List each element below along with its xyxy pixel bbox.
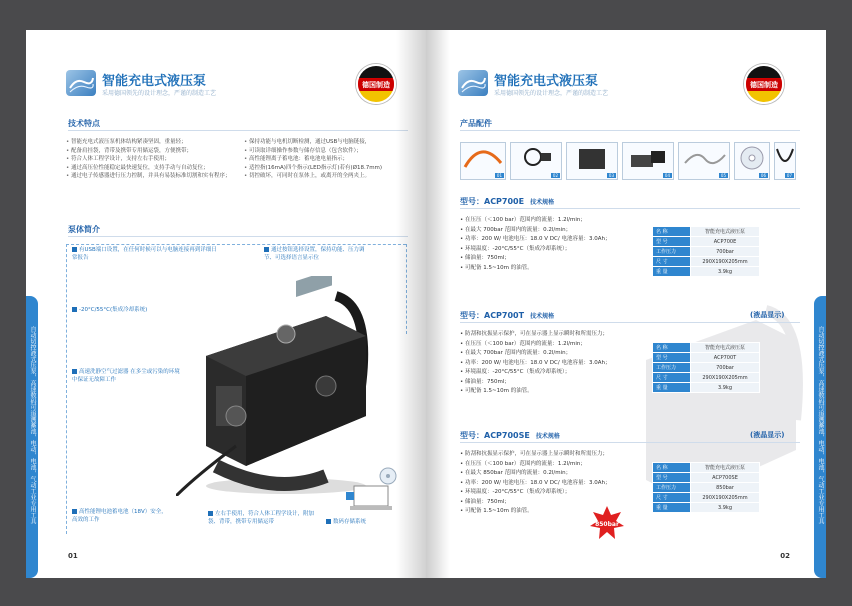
list-item: • 防刮和抗振显示保护，可在显示器上显示瞬时和所需压力； (460, 330, 650, 340)
table-row: 名 称 智能充电式液压泵 (653, 463, 760, 473)
sidebar-label: 自动切控液式压泵，高速数码可追溯蓄池，电动，电池，气动工业专用工具 (29, 326, 36, 524)
strap-icon (775, 143, 795, 173)
spec-list (460, 330, 650, 397)
page-number: 01 (68, 552, 78, 560)
table-row: 型 号 ACP700SE (653, 473, 760, 483)
accessory-charger-cable: 02 (510, 142, 562, 180)
table-row: 重 量 3.9kg (653, 267, 760, 277)
page-title: 智能充电式液压泵 (102, 74, 207, 89)
divider (68, 236, 408, 237)
usb-icon (72, 247, 77, 252)
list-item: • 储油量：750ml； (460, 498, 650, 508)
list-item: • 可配备 1.5~10m 的油管。 (460, 507, 650, 517)
callout-temperature: -20°C/55°C(集成冷却系统) (72, 306, 182, 314)
list-item: • 防刮和抗振显示保护，可在显示器上显示瞬时和所需压力； (460, 450, 650, 460)
divider (460, 208, 800, 209)
list-item: • 在最大 700bar 范围内的流量：0.2l/min； (460, 349, 650, 359)
callout-line (66, 244, 67, 534)
badge-label: 德国制造 (358, 79, 394, 91)
list-item: • 功率：200 W/ 电池电压：18.0 V DC/ 电池容量：3.0Ah； (460, 235, 650, 245)
callout-handedness: 左右手使用，符合人体工程学设计，附加袋、背带，携带专用储运带 (208, 511, 315, 525)
thermometer-icon (72, 307, 77, 312)
spec-table (652, 226, 760, 277)
list-item: • 可配备 1.5~10m 的油管。 (460, 387, 650, 397)
lcd-label: (液晶显示) (750, 311, 785, 319)
features-left-list (66, 138, 236, 181)
list-item: • 储油量：750ml； (460, 254, 650, 264)
features-right-list (244, 138, 409, 181)
list-item: • 储油量：750ml； (460, 378, 650, 388)
accessory-software-cd: 06 (734, 142, 770, 180)
section-features-title: 技术特点 (68, 119, 100, 128)
list-item: • 适控指(16mA)四个指示(LED指示灯)若有(Ø18.7mm) (244, 164, 409, 173)
display-icon (264, 247, 269, 252)
battery-icon (72, 509, 77, 514)
table-row: 名 称 智能充电式液压泵 (653, 343, 760, 353)
list-item: • 保持功能与电机切断检测，通过USB与电脑链接， (244, 138, 409, 147)
lcd-label: (液晶显示) (750, 431, 785, 439)
hand-icon (208, 511, 213, 516)
left-sidebar-tab (26, 296, 38, 578)
table-row: 型 号 ACP700E (653, 237, 760, 247)
list-item: • 符合人体工程学设计，支持左右手使用； (66, 155, 236, 164)
callout-filter: 高速洗静空气过滤器 在多尘或污染的环境中保证无故障工作 (72, 369, 180, 383)
pressure-burst-badge (590, 506, 624, 540)
accessory-battery-charger: 04 (622, 142, 674, 180)
spec-table (652, 462, 760, 513)
right-page (426, 30, 826, 578)
page-number: 02 (780, 552, 790, 560)
table-row: 尺 寸 290X190X205mm (653, 373, 760, 383)
list-item: • 通过电子传感器进行压力控制，并具有易装标准切割和实有程序； (66, 172, 236, 181)
page-subtitle: 采用德国领先的设计理念，严谨的制造工艺 (102, 90, 217, 97)
brand-logo-icon (66, 70, 96, 96)
charger-icon (623, 143, 673, 173)
list-item: • 在最大 850bar 范围内的流量：0.2l/min； (460, 469, 650, 479)
model-title: 型号：ACP700T 技术规格 (460, 311, 555, 320)
list-item: • 环境温度：-20°C/55°C（集成冷却系统）； (460, 245, 650, 255)
badge-label: 德国制造 (746, 79, 782, 91)
list-item: • 通过高压位性能稳定最快速复位，支持手动与自动复位； (66, 164, 236, 173)
section-overview-title: 泵体简介 (68, 225, 100, 234)
right-sidebar-tab (814, 296, 826, 578)
table-row: 名 称 智能充电式液压泵 (653, 227, 760, 237)
table-row: 尺 寸 290X190X205mm (653, 493, 760, 503)
table-row: 工作压力 700bar (653, 363, 760, 373)
section-accessories-title: 产品配件 (460, 119, 492, 128)
made-in-germany-badge (744, 64, 784, 104)
hose-icon (461, 143, 505, 173)
callout-usb: 有USB端口设置，在任何时候可以与电脑连接再到详细日常报告 (72, 247, 217, 261)
spec-table (652, 342, 760, 393)
left-page (26, 30, 426, 578)
cable-icon (511, 143, 561, 173)
table-row: 重 量 3.9kg (653, 503, 760, 513)
divider (460, 322, 800, 323)
list-item: • 功率：200 W/ 电池电压：18.0 V DC/ 电池容量：3.0Ah； (460, 359, 650, 369)
list-item: • 高性能锂离子蓄电池：蓄电池电量指示； (244, 155, 409, 164)
accessory-bag: 03 (566, 142, 618, 180)
table-row: 尺 寸 290X190X205mm (653, 257, 760, 267)
list-item: • 可配备 1.5~10m 的油管。 (460, 264, 650, 274)
callout-battery: 高性能锂电池蓄电池（18V）安全，高效的工作 (72, 509, 167, 523)
divider (460, 130, 800, 131)
list-item: • 在压压（＜100 bar）范围内的流量：1.2l/min； (460, 340, 650, 350)
cd-icon (735, 143, 769, 173)
list-item: • 在压压（＜100 bar）范围内的流量：1.2l/min； (460, 216, 650, 226)
list-item: • 环境温度：-20°C/55°C（集成冷却系统）； (460, 368, 650, 378)
accessory-usb-cable: 05 (678, 142, 730, 180)
usb-cable-icon (679, 143, 729, 173)
list-item: • 在最大 700bar 范围内的流量：0.2l/min； (460, 226, 650, 236)
spec-list (460, 216, 650, 273)
page-title: 智能充电式液压泵 (494, 74, 599, 89)
filter-icon (72, 369, 77, 374)
bag-icon (567, 143, 617, 173)
callout-software: 数码存储系统 (326, 518, 396, 526)
made-in-germany-badge (356, 64, 396, 104)
model-title: 型号：ACP700SE 技术规格 (460, 431, 560, 440)
table-row: 型 号 ACP700T (653, 353, 760, 363)
accessory-strap: 07 (774, 142, 796, 180)
table-row: 重 量 3.9kg (653, 383, 760, 393)
table-row: 工作压力 850bar (653, 483, 760, 493)
brand-logo-icon (458, 70, 488, 96)
accessory-hose: 01 (460, 142, 506, 180)
list-item: • 环境温度：-20°C/55°C（集成冷却系统）； (460, 488, 650, 498)
pump-device-image (176, 276, 376, 496)
burst-label: 850bar (595, 521, 619, 528)
storage-icon (326, 519, 331, 524)
model-title: 型号：ACP700E 技术规格 (460, 197, 555, 206)
list-item: • 配备肩挂袋，背带及携带专用储运袋，方便携带； (66, 147, 236, 156)
table-row: 工作压力 700bar (653, 247, 760, 257)
callout-display: 通过按钮选择设置，保持功能、压力调节、可选择语言显示位 (264, 247, 365, 261)
list-item: • 可读取详细操作参数与储存信息（包含软件）； (244, 147, 409, 156)
sidebar-label: 自动切控液式压泵，高速数码可追溯蓄池，电动，电池，气动工业专用工具 (817, 326, 824, 524)
list-item: • 在压压（＜100 bar）范围内的流量：1.2l/min； (460, 460, 650, 470)
list-item: • 智能充电式液压泵机体结构紧凑坚固，重量轻； (66, 138, 236, 147)
divider (460, 442, 800, 443)
divider (68, 130, 408, 131)
list-item: • 切控破坏，可同时在泵体上，或离开的全两夹上。 (244, 172, 409, 181)
page-subtitle: 采用德国领先的设计理念，严谨的制造工艺 (494, 90, 609, 97)
list-item: • 功率：200 W/ 电池电压：18.0 V DC/ 电池容量：3.0Ah； (460, 479, 650, 489)
callout-line (66, 244, 406, 245)
